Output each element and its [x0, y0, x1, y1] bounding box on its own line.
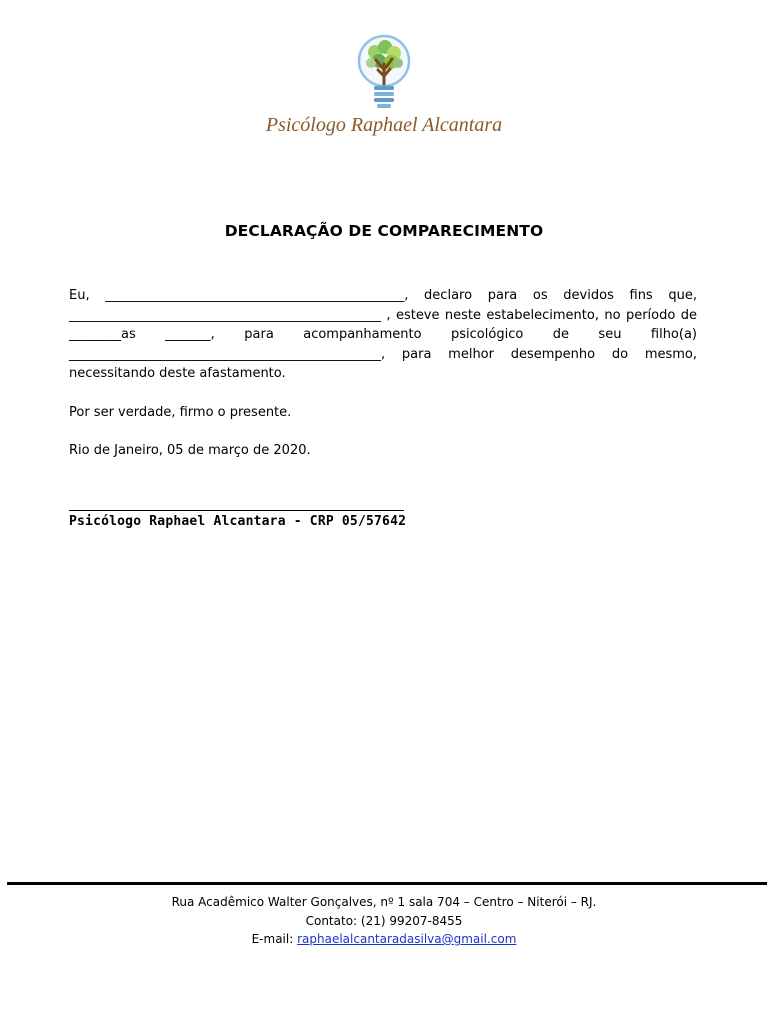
brand-name: Psicólogo Raphael Alcantara — [265, 114, 503, 136]
place-date: Rio de Janeiro, 05 de março de 2020. — [69, 443, 311, 458]
footer-divider — [7, 882, 767, 885]
signature-line — [69, 510, 404, 511]
footer-address: Rua Acadêmico Walter Gonçalves, nº 1 sala 704 – Centro – Niterói – RJ. — [171, 895, 597, 909]
signature-name: Psicólogo Raphael Alcantara - CRP 05/57642 — [69, 514, 407, 529]
email-link[interactable]: raphaelalcantaradasilva@gmail.com — [297, 932, 517, 946]
footer-email-row — [0, 930, 768, 949]
footer — [0, 893, 768, 949]
document-title: DECLARAÇÃO DE COMPARECIMENTO — [224, 222, 544, 240]
document-body — [69, 286, 697, 480]
lightbulb-tree-icon — [355, 34, 413, 112]
truth-statement: Por ser verdade, firmo o presente. — [69, 404, 292, 420]
footer-contact: Contato: (21) 99207-8455 — [305, 913, 463, 928]
email-label: E-mail: — [251, 932, 294, 946]
declaration-paragraph: Eu, ______________________________________________, declaro para os devidos fins que, ________________________________________________ , esteve neste estabelecimento, no período de ________as _______, para acompanhamento psicológico de seu filho(a) ________________________________________________, para melhor desempenho do mesmo, necessitando deste afastamento. — [69, 288, 697, 381]
